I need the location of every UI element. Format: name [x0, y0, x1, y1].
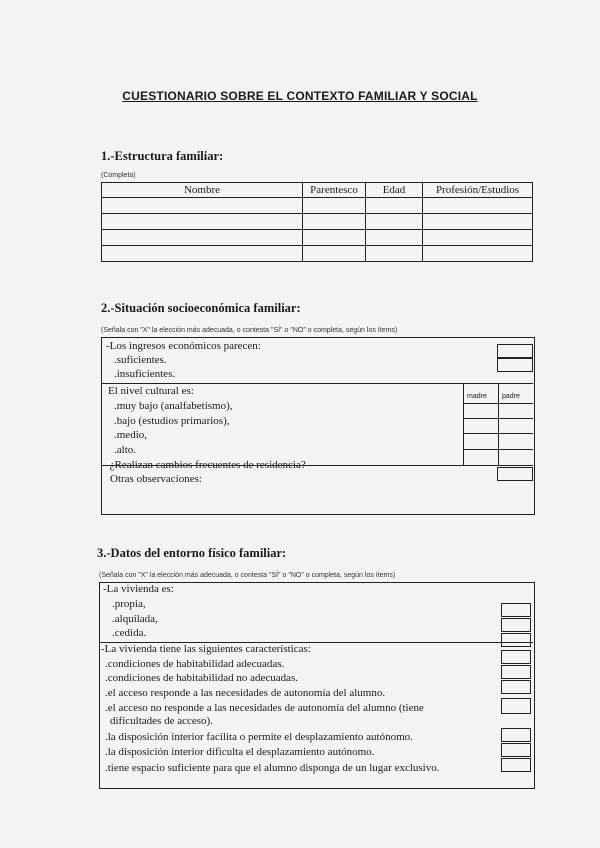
caracteristica-option: .el acceso no responde a las necesidades de autonomía del alumno (tiene	[105, 702, 424, 714]
ingresos-option: .insuficientes.	[114, 368, 176, 380]
input-cell[interactable]	[366, 230, 423, 246]
checkbox-acceso-responde[interactable]	[501, 680, 531, 694]
col-madre-label: madre	[467, 393, 487, 400]
checkbox-habitabilidad-no-adecuada[interactable]	[501, 665, 531, 679]
input-cell[interactable]	[303, 246, 366, 262]
caracteristica-option: .la disposición interior facilita o permite el desplazamiento autónomo.	[105, 731, 413, 743]
ingresos-question: -Los ingresos económicos parecen:	[106, 340, 261, 352]
input-cell[interactable]	[423, 246, 533, 262]
input-cell[interactable]	[102, 214, 303, 230]
section-2-heading: 2.-Situación socioeconómica familiar:	[101, 301, 301, 315]
caracteristica-option: .condiciones de habitabilidad adecuadas.	[105, 658, 285, 670]
divider	[101, 383, 533, 384]
caracteristica-option: .tiene espacio suficiente para que el alumno disponga de un lugar exclusivo.	[105, 762, 440, 774]
input-cell[interactable]	[102, 230, 303, 246]
input-cell[interactable]	[423, 198, 533, 214]
input-cell[interactable]	[366, 214, 423, 230]
section-2-note: (Señala con "X" la elección más adecuada, o contesta "SÍ" o "NO" o completa, según los ítems)	[101, 327, 398, 334]
page-title: CUESTIONARIO SOBRE EL CONTEXTO FAMILIAR Y SOCIAL	[122, 89, 478, 103]
input-cell[interactable]	[303, 230, 366, 246]
table-row	[102, 246, 533, 262]
section-1-heading: 1.-Estructura familiar:	[101, 149, 224, 163]
ingresos-option: .suficientes.	[114, 354, 167, 366]
caracteristica-option: .condiciones de habitabilidad no adecuadas.	[105, 672, 299, 684]
section-3-note: (Señala con "X" la elección más adecuada, o contesta "SÍ" o "NO" o completa, según los ítems)	[99, 572, 396, 579]
input-cell[interactable]	[423, 230, 533, 246]
table-row	[102, 198, 533, 214]
checkbox-cedida[interactable]	[501, 633, 531, 647]
input-cell[interactable]	[366, 246, 423, 262]
caracteristica-option: .la disposición interior dificulta el desplazamiento autónomo.	[105, 746, 375, 758]
input-cell[interactable]	[303, 198, 366, 214]
input-cell[interactable]	[423, 214, 533, 230]
input-cell[interactable]	[303, 214, 366, 230]
col-parentesco: Parentesco	[303, 183, 366, 198]
col-nombre: Nombre	[102, 183, 303, 198]
caracteristicas-question: -La vivienda tiene las siguientes características:	[101, 643, 311, 655]
col-padre-label: padre	[502, 393, 520, 400]
checkbox-habitabilidad-adecuada[interactable]	[501, 650, 531, 664]
divider	[498, 383, 499, 465]
col-profesion: Profesión/Estudios	[423, 183, 533, 198]
nivel-option: .bajo (estudios primarios),	[114, 415, 230, 427]
divider	[463, 418, 533, 419]
checkbox-acceso-no-responde[interactable]	[501, 698, 531, 714]
checkbox-alquilada[interactable]	[501, 618, 531, 632]
caracteristica-option-cont: dificultades de acceso).	[110, 715, 213, 727]
nivel-option: .medio,	[114, 429, 147, 441]
input-cell[interactable]	[102, 198, 303, 214]
checkbox-disposicion-dificulta[interactable]	[501, 743, 531, 757]
caracteristica-option: .el acceso responde a las necesidades de autonomía del alumno.	[105, 687, 386, 699]
divider	[463, 433, 533, 434]
nivel-option: .alto.	[114, 444, 136, 456]
checkbox-suficientes[interactable]	[497, 344, 533, 358]
checkbox-propia[interactable]	[501, 603, 531, 617]
table-row	[102, 214, 533, 230]
residencia-question: -¿Realizan cambios frecuentes de residencia?	[106, 459, 306, 471]
vivienda-option: .cedida.	[112, 627, 147, 639]
vivienda-option: .propia,	[112, 598, 146, 610]
divider	[463, 383, 464, 465]
checkbox-residencia[interactable]	[497, 467, 533, 481]
input-cell[interactable]	[102, 246, 303, 262]
family-structure-table	[101, 182, 533, 262]
divider	[463, 449, 533, 450]
checkbox-disposicion-facilita[interactable]	[501, 728, 531, 742]
vivienda-option: .alquilada,	[112, 613, 158, 625]
table-row	[102, 230, 533, 246]
input-cell[interactable]	[366, 198, 423, 214]
divider	[463, 403, 533, 404]
nivel-question: El nivel cultural es:	[108, 385, 194, 397]
col-edad: Edad	[366, 183, 423, 198]
nivel-option: .muy bajo (analfabetismo),	[114, 400, 233, 412]
section-3-heading: 3.-Datos del entorno físico familiar:	[97, 546, 287, 560]
checkbox-insuficientes[interactable]	[497, 358, 533, 372]
checkbox-espacio-suficiente[interactable]	[501, 758, 531, 772]
observaciones-label: Otras observaciones:	[110, 473, 202, 485]
section-1-note: (Completa)	[101, 172, 136, 179]
vivienda-question: -La vivienda es:	[103, 583, 174, 595]
